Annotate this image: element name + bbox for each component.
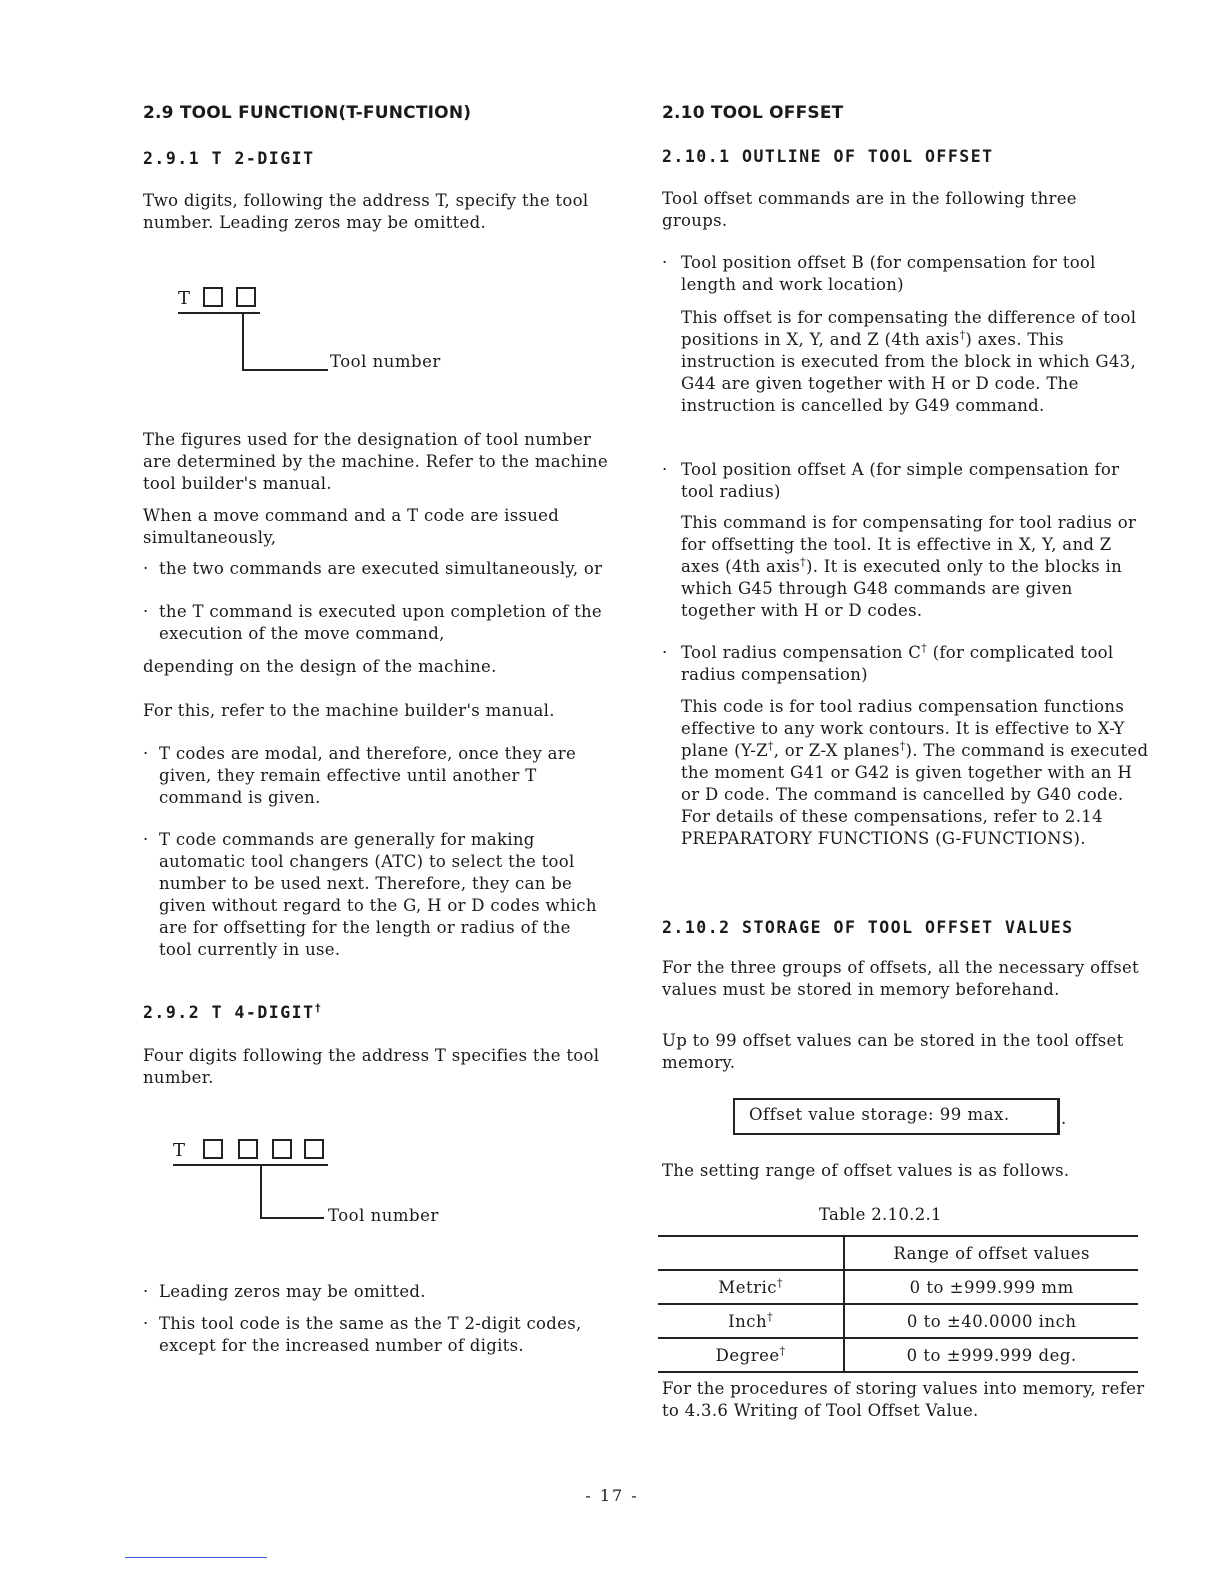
- digit-box: [272, 1139, 292, 1159]
- dagger-mark: †: [921, 641, 928, 655]
- text-run: ) axes. This instruction is executed from the block in which G43, G44 are given together with H or D code. The instruction is cancelled by G49 command.: [681, 330, 1137, 415]
- unit-label: Degree: [715, 1345, 780, 1365]
- table-unit-cell: [658, 1270, 844, 1304]
- bullet-marker: ·: [143, 1314, 149, 1333]
- bullet-text: Tool position offset B (for compensation for tool length and work location): [681, 253, 1096, 294]
- offset-range-table: [658, 1235, 1138, 1373]
- diagram-caption: Tool number: [330, 352, 441, 371]
- diagram-letter-t: T: [178, 288, 191, 309]
- table-range-cell: 0 to ±999.999 mm: [844, 1270, 1138, 1304]
- list-item: [143, 601, 623, 645]
- table-unit-cell: [658, 1304, 844, 1338]
- list-item: [143, 829, 605, 961]
- bullet-marker: ·: [662, 643, 668, 662]
- diagram-caption: Tool number: [328, 1206, 439, 1225]
- bullet-marker: ·: [662, 460, 668, 479]
- storage-box-period: .: [1061, 1109, 1067, 1128]
- offset-c-description: [681, 696, 1151, 850]
- dagger-mark: †: [767, 739, 774, 753]
- subheading-2-9-2: [143, 1003, 323, 1022]
- text-run: This code is for tool radius compensation functions effective to any work contours. It is effective to X-Y plane (Y-Z: [681, 697, 1125, 760]
- subheading-text: 2.9.2 T 4-DIGIT: [143, 1003, 315, 1022]
- t2-digit-diagram: [178, 283, 498, 378]
- dagger-mark: †: [800, 555, 806, 569]
- diagram-underline: [178, 312, 260, 314]
- table-header-cell: Range of offset values: [844, 1236, 1138, 1270]
- footnote-rule: [125, 1557, 267, 1558]
- setting-range-intro: The setting range of offset values is as follows.: [662, 1161, 1070, 1180]
- bullet-marker: ·: [143, 602, 149, 621]
- bullet-marker: ·: [143, 744, 149, 763]
- bullet-marker: ·: [662, 253, 668, 272]
- t4-digit-description: Four digits following the address T specifies the tool number.: [143, 1046, 600, 1087]
- diagram-letter-t: T: [173, 1140, 186, 1161]
- digit-box: [238, 1139, 258, 1159]
- offset-groups-intro: Tool offset commands are in the following three groups.: [662, 189, 1077, 230]
- text-run: ). It is executed only to the blocks in which G45 through G48 commands are given together with H or D codes.: [681, 557, 1122, 620]
- diagram-underline: [173, 1164, 328, 1166]
- list-item: [662, 252, 1132, 296]
- table-range-cell: 0 to ±40.0000 inch: [844, 1304, 1138, 1338]
- subheading-2-9-1: 2.9.1 T 2-DIGIT: [143, 149, 315, 168]
- diagram-leader-vertical: [260, 1165, 262, 1218]
- table-row: [658, 1304, 1138, 1338]
- table-row: [658, 1270, 1138, 1304]
- bullet-marker: ·: [143, 559, 149, 578]
- storage-capacity-box: Offset value storage: 99 max.: [733, 1098, 1060, 1135]
- bullet-text: the T command is executed upon completion of the execution of the move command,: [159, 602, 602, 643]
- text-run: (for complicated tool radius compensation): [681, 643, 1114, 684]
- offset-a-description: [681, 512, 1151, 622]
- dagger-mark: †: [314, 1001, 323, 1015]
- text-run: ). The command is executed the moment G41 or G42 is given together with an H or D code. The command is cancelled by G40 code. For details of these compensations, refer to 2.14 PREPARATORY FUNCTIONS (G-FUNCTIONS).: [681, 741, 1149, 848]
- unit-label: Metric: [718, 1277, 777, 1297]
- list-item: [143, 1281, 605, 1303]
- storage-capacity-note: Up to 99 offset values can be stored in the tool offset memory.: [662, 1031, 1124, 1072]
- page-number: - 17 -: [585, 1486, 639, 1505]
- table-header-empty: [658, 1236, 844, 1270]
- bullet-text: T codes are modal, and therefore, once they are given, they remain effective until another T command is given.: [159, 744, 577, 807]
- table-row: [658, 1338, 1138, 1372]
- digit-box: [304, 1139, 324, 1159]
- subheading-2-10-2: 2.10.2 STORAGE OF TOOL OFFSET VALUES: [662, 918, 1074, 937]
- text-run: , or Z-X planes: [773, 741, 900, 760]
- machine-design-note: depending on the design of the machine.: [143, 657, 497, 676]
- bullet-marker: ·: [143, 830, 149, 849]
- diagram-leader-vertical: [242, 313, 244, 370]
- bullet-text: Leading zeros may be omitted.: [159, 1282, 426, 1301]
- table-range-cell: 0 to ±999.999 deg.: [844, 1338, 1138, 1372]
- diagram-leader-horizontal: [260, 1217, 324, 1219]
- table-header-row: [658, 1236, 1138, 1270]
- section-heading-2-10: 2.10 TOOL OFFSET: [662, 103, 844, 123]
- storage-requirement-note: For the three groups of offsets, all the necessary offset values must be stored in memory beforehand.: [662, 958, 1139, 999]
- bullet-text: This tool code is the same as the T 2-digit codes, except for the increased number of digits.: [159, 1314, 582, 1355]
- t4-digit-diagram: [173, 1136, 493, 1231]
- simultaneous-issue-note: When a move command and a T code are issued simultaneously,: [143, 506, 560, 547]
- digit-box: [236, 287, 256, 307]
- bullet-text: Tool position offset A (for simple compensation for tool radius): [681, 460, 1120, 501]
- section-heading-2-9: 2.9 TOOL FUNCTION(T-FUNCTION): [143, 103, 472, 123]
- t2-digit-description: Two digits, following the address T, specify the tool number. Leading zeros may be omitted.: [143, 191, 589, 232]
- list-item: [662, 642, 1132, 686]
- dagger-mark: †: [899, 739, 906, 753]
- text-run: This offset is for compensating the difference of tool positions in X, Y, and Z (4th axis: [681, 308, 1137, 349]
- table-unit-cell: [658, 1338, 844, 1372]
- subheading-2-10-1: 2.10.1 OUTLINE OF TOOL OFFSET: [662, 147, 994, 166]
- dagger-mark: †: [767, 1310, 774, 1323]
- tool-number-figures-note: The figures used for the designation of tool number are determined by the machine. Refer to the machine tool builder's manual.: [143, 430, 608, 493]
- bullet-text: [681, 642, 1132, 686]
- dagger-mark: †: [779, 1344, 786, 1357]
- bullet-marker: ·: [143, 1282, 149, 1301]
- list-item: [143, 743, 605, 809]
- list-item: [143, 1313, 583, 1379]
- offset-b-description: [681, 307, 1151, 417]
- dagger-mark: †: [959, 328, 966, 342]
- table-caption: Table 2.10.2.1: [819, 1205, 942, 1224]
- digit-box: [203, 287, 223, 307]
- digit-box: [203, 1139, 223, 1159]
- unit-label: Inch: [728, 1311, 768, 1331]
- list-item: [143, 558, 623, 602]
- dagger-mark: †: [777, 1276, 783, 1289]
- builder-manual-reference: For this, refer to the machine builder's manual.: [143, 701, 555, 720]
- text-run: This command is for compensating for tool radius or for offsetting the tool. It is effective in X, Y, and Z axes (4th axis: [681, 513, 1137, 576]
- text-run: Tool radius compensation C: [681, 643, 922, 662]
- diagram-leader-horizontal: [242, 369, 328, 371]
- bullet-text: the two commands are executed simultaneously, or: [159, 559, 603, 578]
- storage-procedure-reference: For the procedures of storing values into memory, refer to 4.3.6 Writing of Tool Offset Value.: [662, 1379, 1145, 1420]
- list-item: [662, 459, 1132, 503]
- bullet-text: T code commands are generally for making automatic tool changers (ATC) to select the tool number to be used next. Therefore, they can be given without regard to the G, H or D codes which are for offsetting for the length or radius of the tool currently in use.: [159, 830, 597, 959]
